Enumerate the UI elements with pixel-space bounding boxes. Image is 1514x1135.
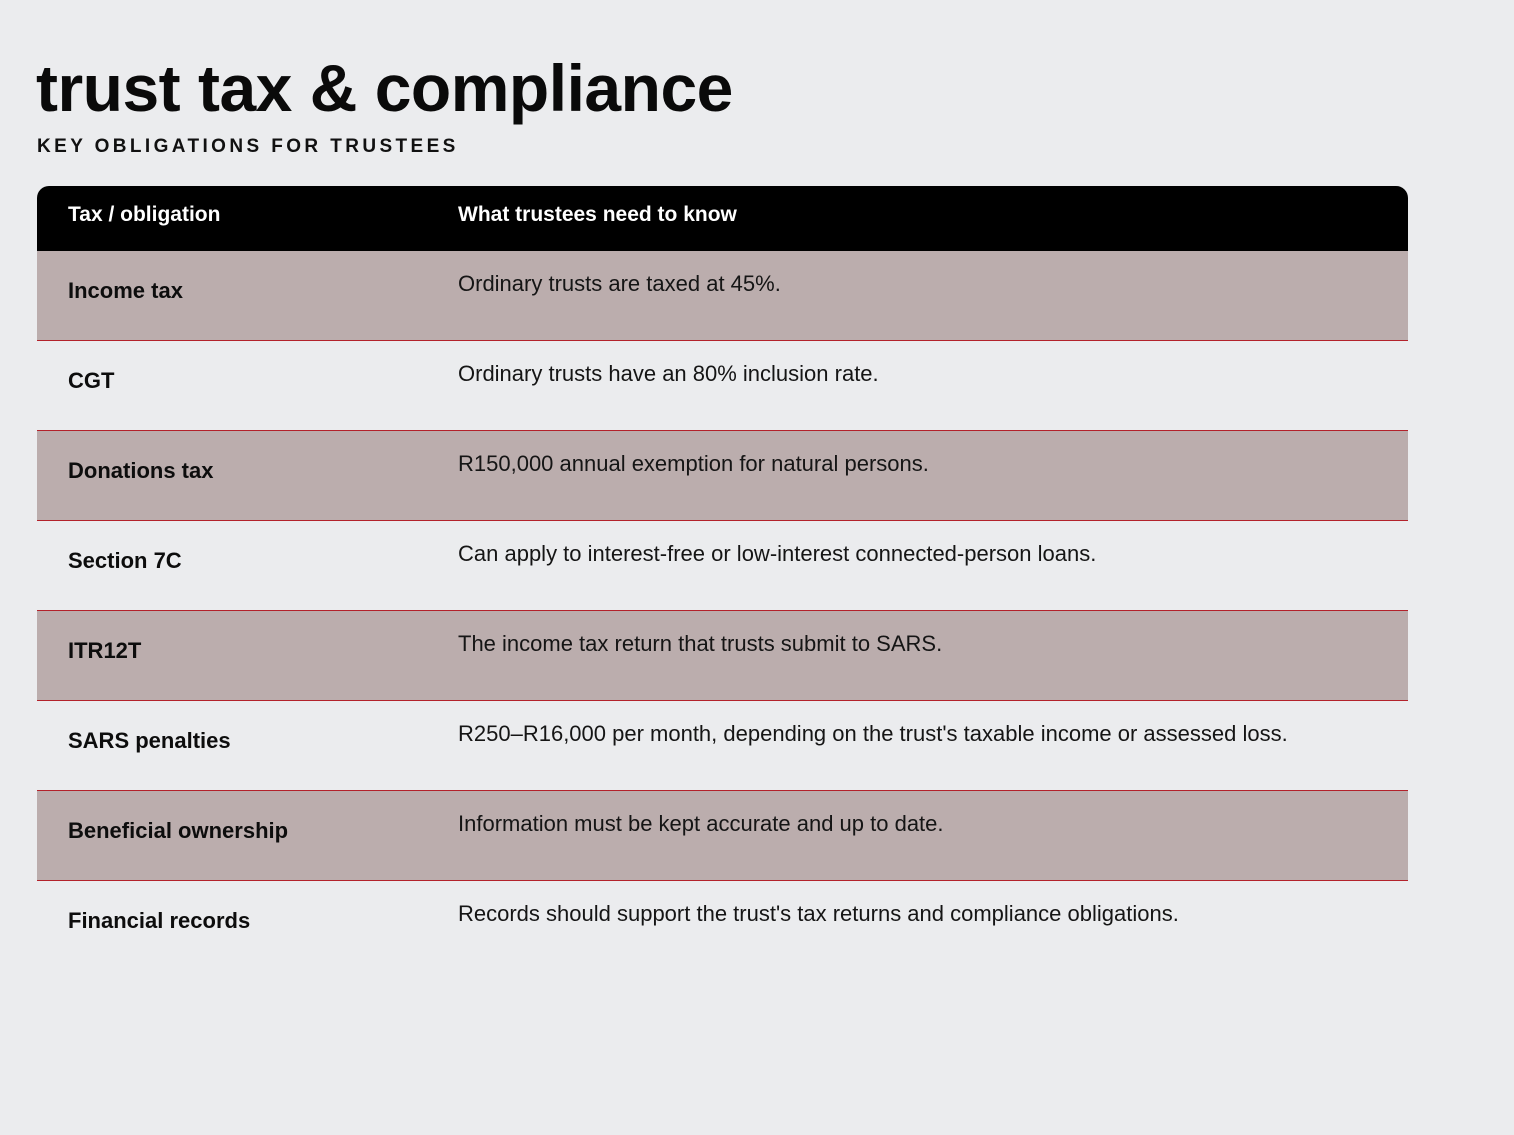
table-row	[37, 431, 1408, 521]
obligation-cell: Beneficial ownership	[68, 818, 289, 843]
detail-cell: Can apply to interest-free or low-interest connected-person loans.	[458, 541, 1097, 566]
obligations-table	[37, 186, 1408, 971]
table-row	[37, 251, 1408, 341]
obligation-cell: SARS penalties	[68, 728, 231, 753]
detail-cell: The income tax return that trusts submit to SARS.	[458, 631, 943, 656]
obligation-cell: Financial records	[68, 908, 251, 933]
table-row	[37, 611, 1408, 701]
detail-cell: R150,000 annual exemption for natural persons.	[458, 451, 929, 476]
detail-cell: R250–R16,000 per month, depending on the trust's taxable income or assessed loss.	[458, 721, 1288, 746]
obligation-cell: CGT	[68, 368, 115, 393]
table-row	[37, 701, 1408, 791]
detail-cell: Information must be kept accurate and up to date.	[458, 811, 944, 836]
detail-cell: Ordinary trusts have an 80% inclusion rate.	[458, 361, 879, 386]
detail-cell: Records should support the trust's tax returns and compliance obligations.	[458, 901, 1179, 926]
table-header	[37, 186, 1408, 251]
obligation-cell: Income tax	[68, 278, 183, 303]
obligation-cell: Donations tax	[68, 458, 214, 483]
page-title: trust tax & compliance	[36, 51, 733, 125]
column-header-detail: What trustees need to know	[458, 203, 737, 226]
table-row	[37, 521, 1408, 611]
detail-cell: Ordinary trusts are taxed at 45%.	[458, 271, 781, 296]
obligation-cell: Section 7C	[68, 548, 182, 573]
table-row	[37, 791, 1408, 881]
obligation-cell: ITR12T	[68, 638, 142, 663]
column-header-obligation: Tax / obligation	[68, 203, 221, 226]
table-row	[37, 881, 1408, 971]
table-row	[37, 341, 1408, 431]
page-subtitle: KEY OBLIGATIONS FOR TRUSTEES	[37, 136, 459, 157]
